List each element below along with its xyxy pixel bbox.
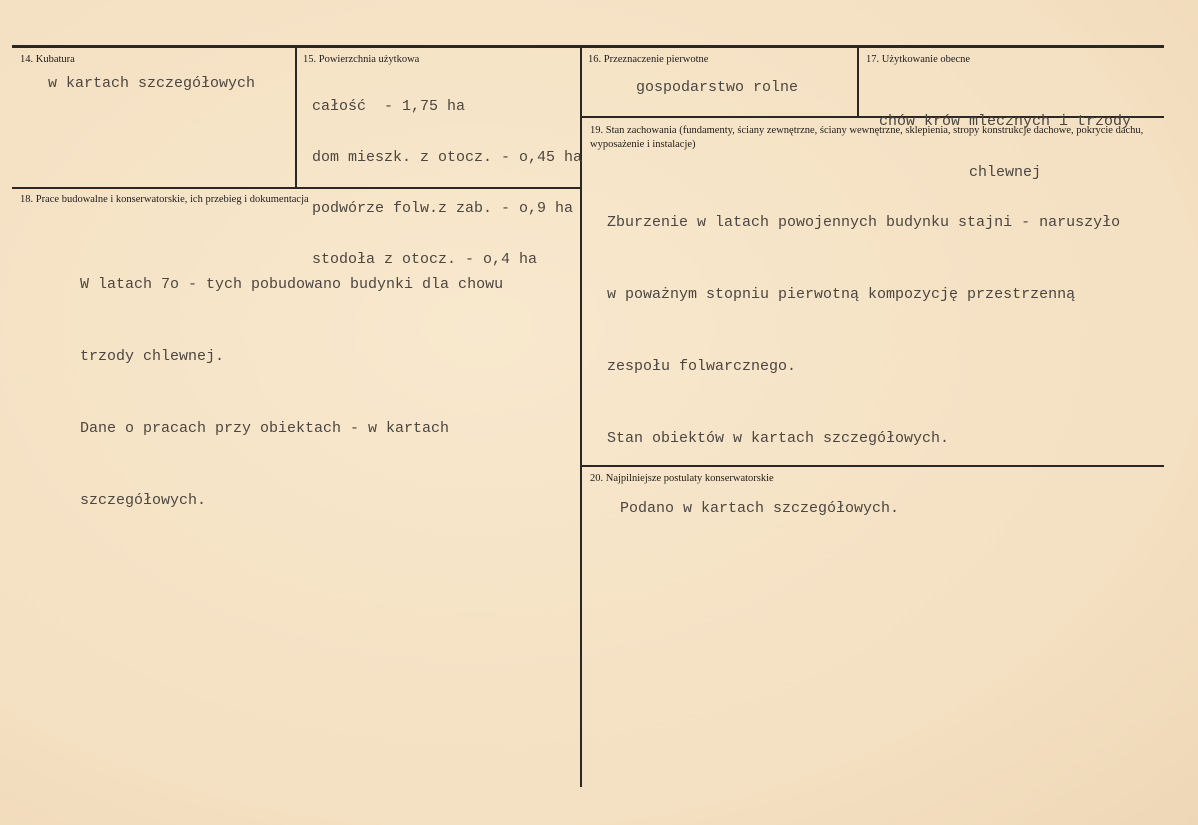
powierzchnia-line: stodoła z otocz. - o,4 ha <box>312 251 538 268</box>
field-value-kubatura: w kartach szczegółowych <box>48 75 256 92</box>
field-value-prace-budowalne <box>80 225 503 561</box>
uzytkowanie-line: chlewnej <box>968 164 1041 181</box>
uzytkowanie-line: chów krów mlecznych i trzody <box>878 113 1132 130</box>
field-label-stan-zachowania: 19. Stan zachowania (fundamenty, ściany zewnętrzne, ściany wewnętrzne, sklepienia, stropy konstrukcje dachowe, pokrycie dachu, wyposażenie i instalacje) <box>590 125 1144 150</box>
top-rule <box>12 45 1164 48</box>
powierzchnia-line: dom mieszk. z otocz. - o,45 ha <box>312 149 583 166</box>
field-label-przeznaczenie: 16. Przeznaczenie pierwotne <box>588 54 709 65</box>
divider-16-17 <box>857 47 859 117</box>
field-label-uzytkowanie: 17. Użytkowanie obecne <box>866 54 971 65</box>
field-label-powierzchnia: 15. Powierzchnia użytkowa <box>303 54 420 65</box>
powierzchnia-line: całość - 1,75 ha <box>312 98 466 115</box>
stan-zachowania-line: Zburzenie w latach powojennych budynku stajni - naruszyło <box>607 214 1121 231</box>
prace-line: Dane o pracach przy obiektach - w kartach <box>80 420 450 437</box>
field-label-prace-budowalne: 18. Prace budowalne i konserwatorskie, ich przebieg i dokumentacja <box>20 194 309 205</box>
field-label-kubatura: 14. Kubatura <box>20 54 75 65</box>
field-value-przeznaczenie: gospodarstwo rolne <box>636 79 799 96</box>
field-value-postulaty: Podano w kartach szczegółowych. <box>620 500 900 517</box>
field-value-stan-zachowania <box>607 163 1120 499</box>
prace-line: W latach 7o - tych pobudowano budynki dla chowu <box>80 276 504 293</box>
prace-line: trzody chlewnej. <box>80 348 225 365</box>
stan-zachowania-line: Stan obiektów w kartach szczegółowych. <box>607 430 950 447</box>
stan-zachowania-line: w poważnym stopniu pierwotną kompozycję przestrzenną <box>607 286 1076 303</box>
field-label-postulaty: 20. Najpilniejsze postulaty konserwatorskie <box>590 473 774 484</box>
prace-line: szczegółowych. <box>80 492 207 509</box>
stan-zachowania-line: zespołu folwarcznego. <box>607 358 797 375</box>
powierzchnia-line: podwórze folw.z zab. - o,9 ha <box>312 200 574 217</box>
divider-14-15 <box>295 47 297 188</box>
